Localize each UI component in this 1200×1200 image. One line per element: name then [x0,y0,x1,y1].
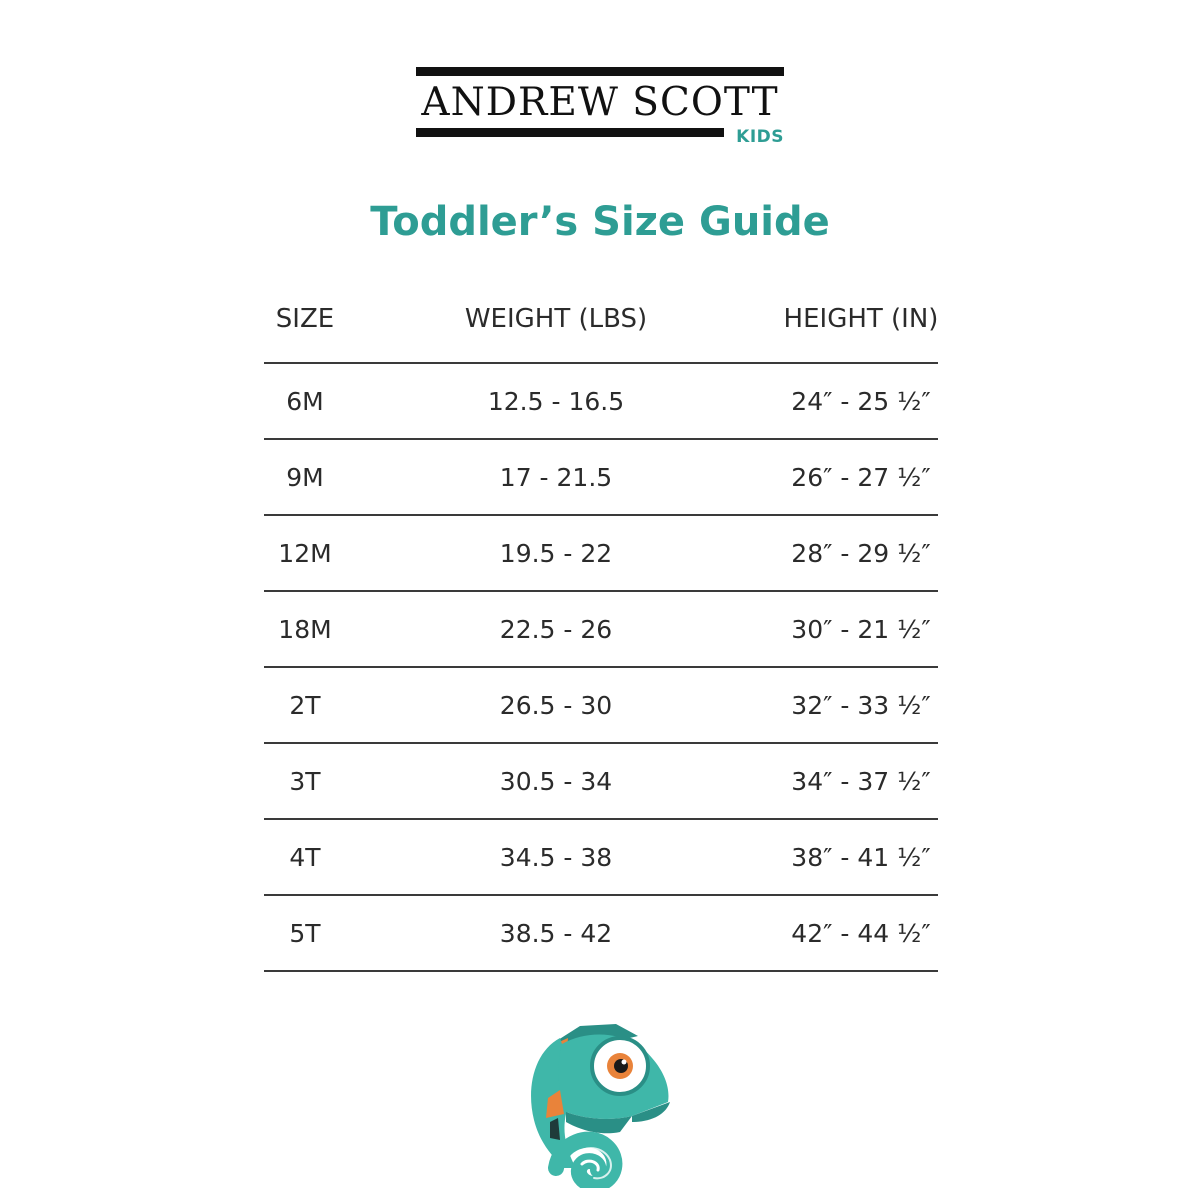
size-cell: 2T [289,690,321,720]
weight-cell: 22.5 - 26 [499,614,613,644]
height-cell: 38″ - 41 ½″ [791,842,931,872]
brand-logo [416,67,784,147]
weight-cell: 26.5 - 30 [499,690,613,720]
header-size: SIZE [275,304,335,334]
table-row [264,668,938,744]
size-cell: 4T [289,842,321,872]
header-height: HEIGHT (IN) [783,304,939,334]
weight-cell: 30.5 - 34 [499,766,613,796]
weight-cell: 19.5 - 22 [499,538,613,568]
table-row [264,364,938,440]
size-cell: 3T [289,766,321,796]
height-cell: 34″ - 37 ½″ [791,766,931,796]
page-title: Toddler’s Size Guide [370,199,830,245]
table-row [264,744,938,820]
weight-cell: 38.5 - 42 [499,918,613,948]
brand-name: ANDREW SCOTT [421,80,779,125]
table-row [264,896,938,972]
table-row [264,516,938,592]
size-cell: 9M [286,462,324,492]
height-cell: 28″ - 29 ½″ [791,538,931,568]
header-weight: WEIGHT (LBS) [464,304,648,334]
size-cell: 12M [278,538,332,568]
height-cell: 42″ - 44 ½″ [791,918,931,948]
logo-bottom-bar [416,128,724,137]
chameleon-icon [520,1018,680,1188]
table-row [264,440,938,516]
table-row [264,592,938,668]
weight-cell: 17 - 21.5 [499,462,613,492]
weight-cell: 34.5 - 38 [499,842,613,872]
logo-top-bar [416,67,784,76]
size-cell: 6M [286,386,324,416]
weight-cell: 12.5 - 16.5 [487,386,625,416]
height-cell: 30″ - 21 ½″ [791,614,931,644]
size-cell: 18M [278,614,332,644]
table-header [264,290,938,364]
height-cell: 26″ - 27 ½″ [791,462,931,492]
height-cell: 32″ - 33 ½″ [791,690,931,720]
table-row [264,820,938,896]
height-cell: 24″ - 25 ½″ [791,386,931,416]
brand-sub: KIDS [736,127,784,147]
size-table [264,290,938,972]
size-cell: 5T [289,918,321,948]
